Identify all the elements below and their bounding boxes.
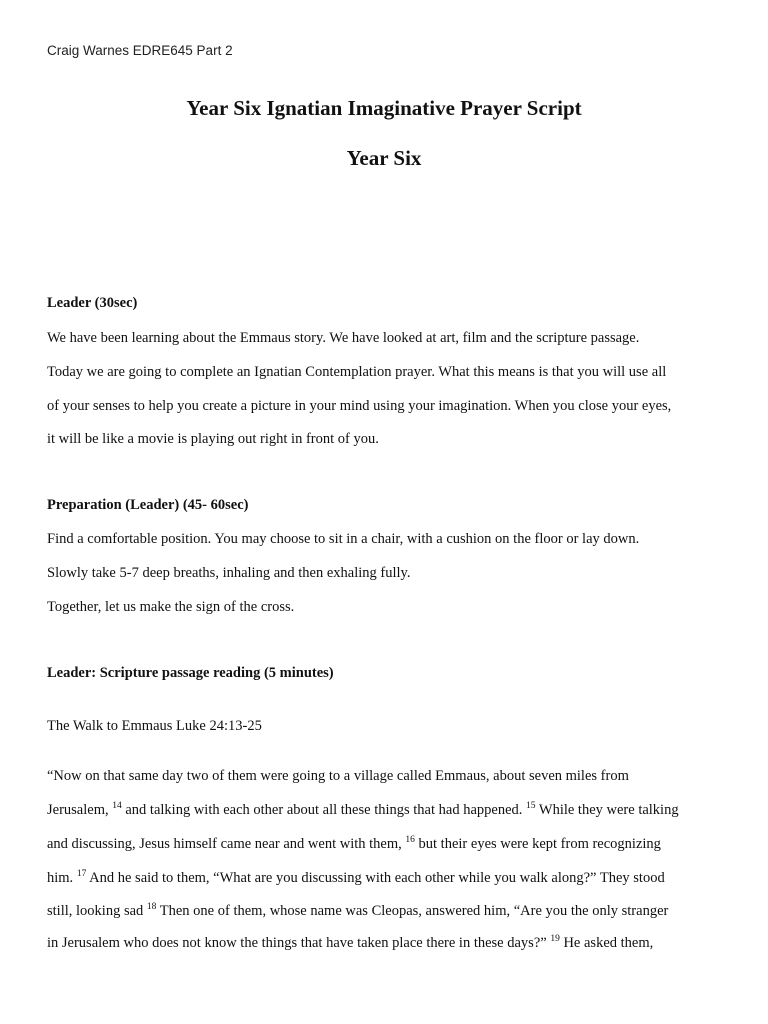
scripture-text: Then one of them, whose name was Cleopas, answered him, “Are you the only stranger: [156, 903, 669, 919]
scripture-line: [47, 935, 727, 952]
passage-title: The Walk to Emmaus Luke 24:13-25: [47, 718, 262, 734]
scripture-line: [47, 802, 727, 819]
leader-paragraph-line: of your senses to help you create a picture in your mind using your imagination. When you close your eyes,: [47, 398, 672, 414]
leader-heading: Leader (30sec): [47, 295, 138, 311]
scripture-line: [47, 903, 727, 920]
scripture-line: “Now on that same day two of them were going to a village called Emmaus, about seven miles from: [47, 768, 629, 784]
document-title: Year Six Ignatian Imaginative Prayer Script: [186, 96, 582, 120]
leader-paragraph-line: Today we are going to complete an Ignatian Contemplation prayer. What this means is that you will use all: [47, 364, 667, 380]
preparation-heading: Preparation (Leader) (45- 60sec): [47, 497, 249, 513]
scripture-heading: Leader: Scripture passage reading (5 minutes): [47, 665, 334, 681]
verse-number: 15: [526, 801, 536, 811]
scripture-text: him.: [47, 870, 77, 886]
verse-number: 18: [146, 902, 157, 912]
running-header: Craig Warnes EDRE645 Part 2: [47, 43, 233, 58]
verse-number: 14: [112, 801, 122, 811]
scripture-text: in Jerusalem who does not know the things that have taken place there in these days?”: [47, 935, 551, 951]
document-subtitle: Year Six: [346, 146, 422, 170]
scripture-text: but their eyes were kept from recognizing: [414, 836, 661, 852]
verse-number: 19: [550, 934, 560, 944]
leader-paragraph-line: We have been learning about the Emmaus story. We have looked at art, film and the scripture passage.: [47, 330, 640, 346]
scripture-text: Jerusalem,: [47, 802, 113, 818]
scripture-text: While they were talking: [535, 802, 679, 818]
preparation-line: Find a comfortable position. You may choose to sit in a chair, with a cushion on the floor or lay down.: [47, 531, 640, 547]
scripture-text: and talking with each other about all these things that had happened.: [121, 802, 527, 818]
scripture-text: And he said to them, “What are you discussing with each other while you walk along?” They stood: [86, 870, 665, 886]
preparation-line: Slowly take 5-7 deep breaths, inhaling and then exhaling fully.: [47, 565, 411, 581]
leader-paragraph-line: it will be like a movie is playing out right in front of you.: [47, 431, 379, 447]
scripture-text: and discussing, Jesus himself came near and went with them,: [47, 836, 406, 852]
scripture-text: still, looking sad: [47, 903, 147, 919]
scripture-text: He asked them,: [559, 935, 654, 951]
verse-number: 17: [76, 869, 87, 879]
verse-number: 16: [405, 835, 415, 845]
preparation-line: Together, let us make the sign of the cross.: [47, 599, 295, 615]
scripture-line: [47, 870, 727, 887]
scripture-line: [47, 836, 727, 853]
